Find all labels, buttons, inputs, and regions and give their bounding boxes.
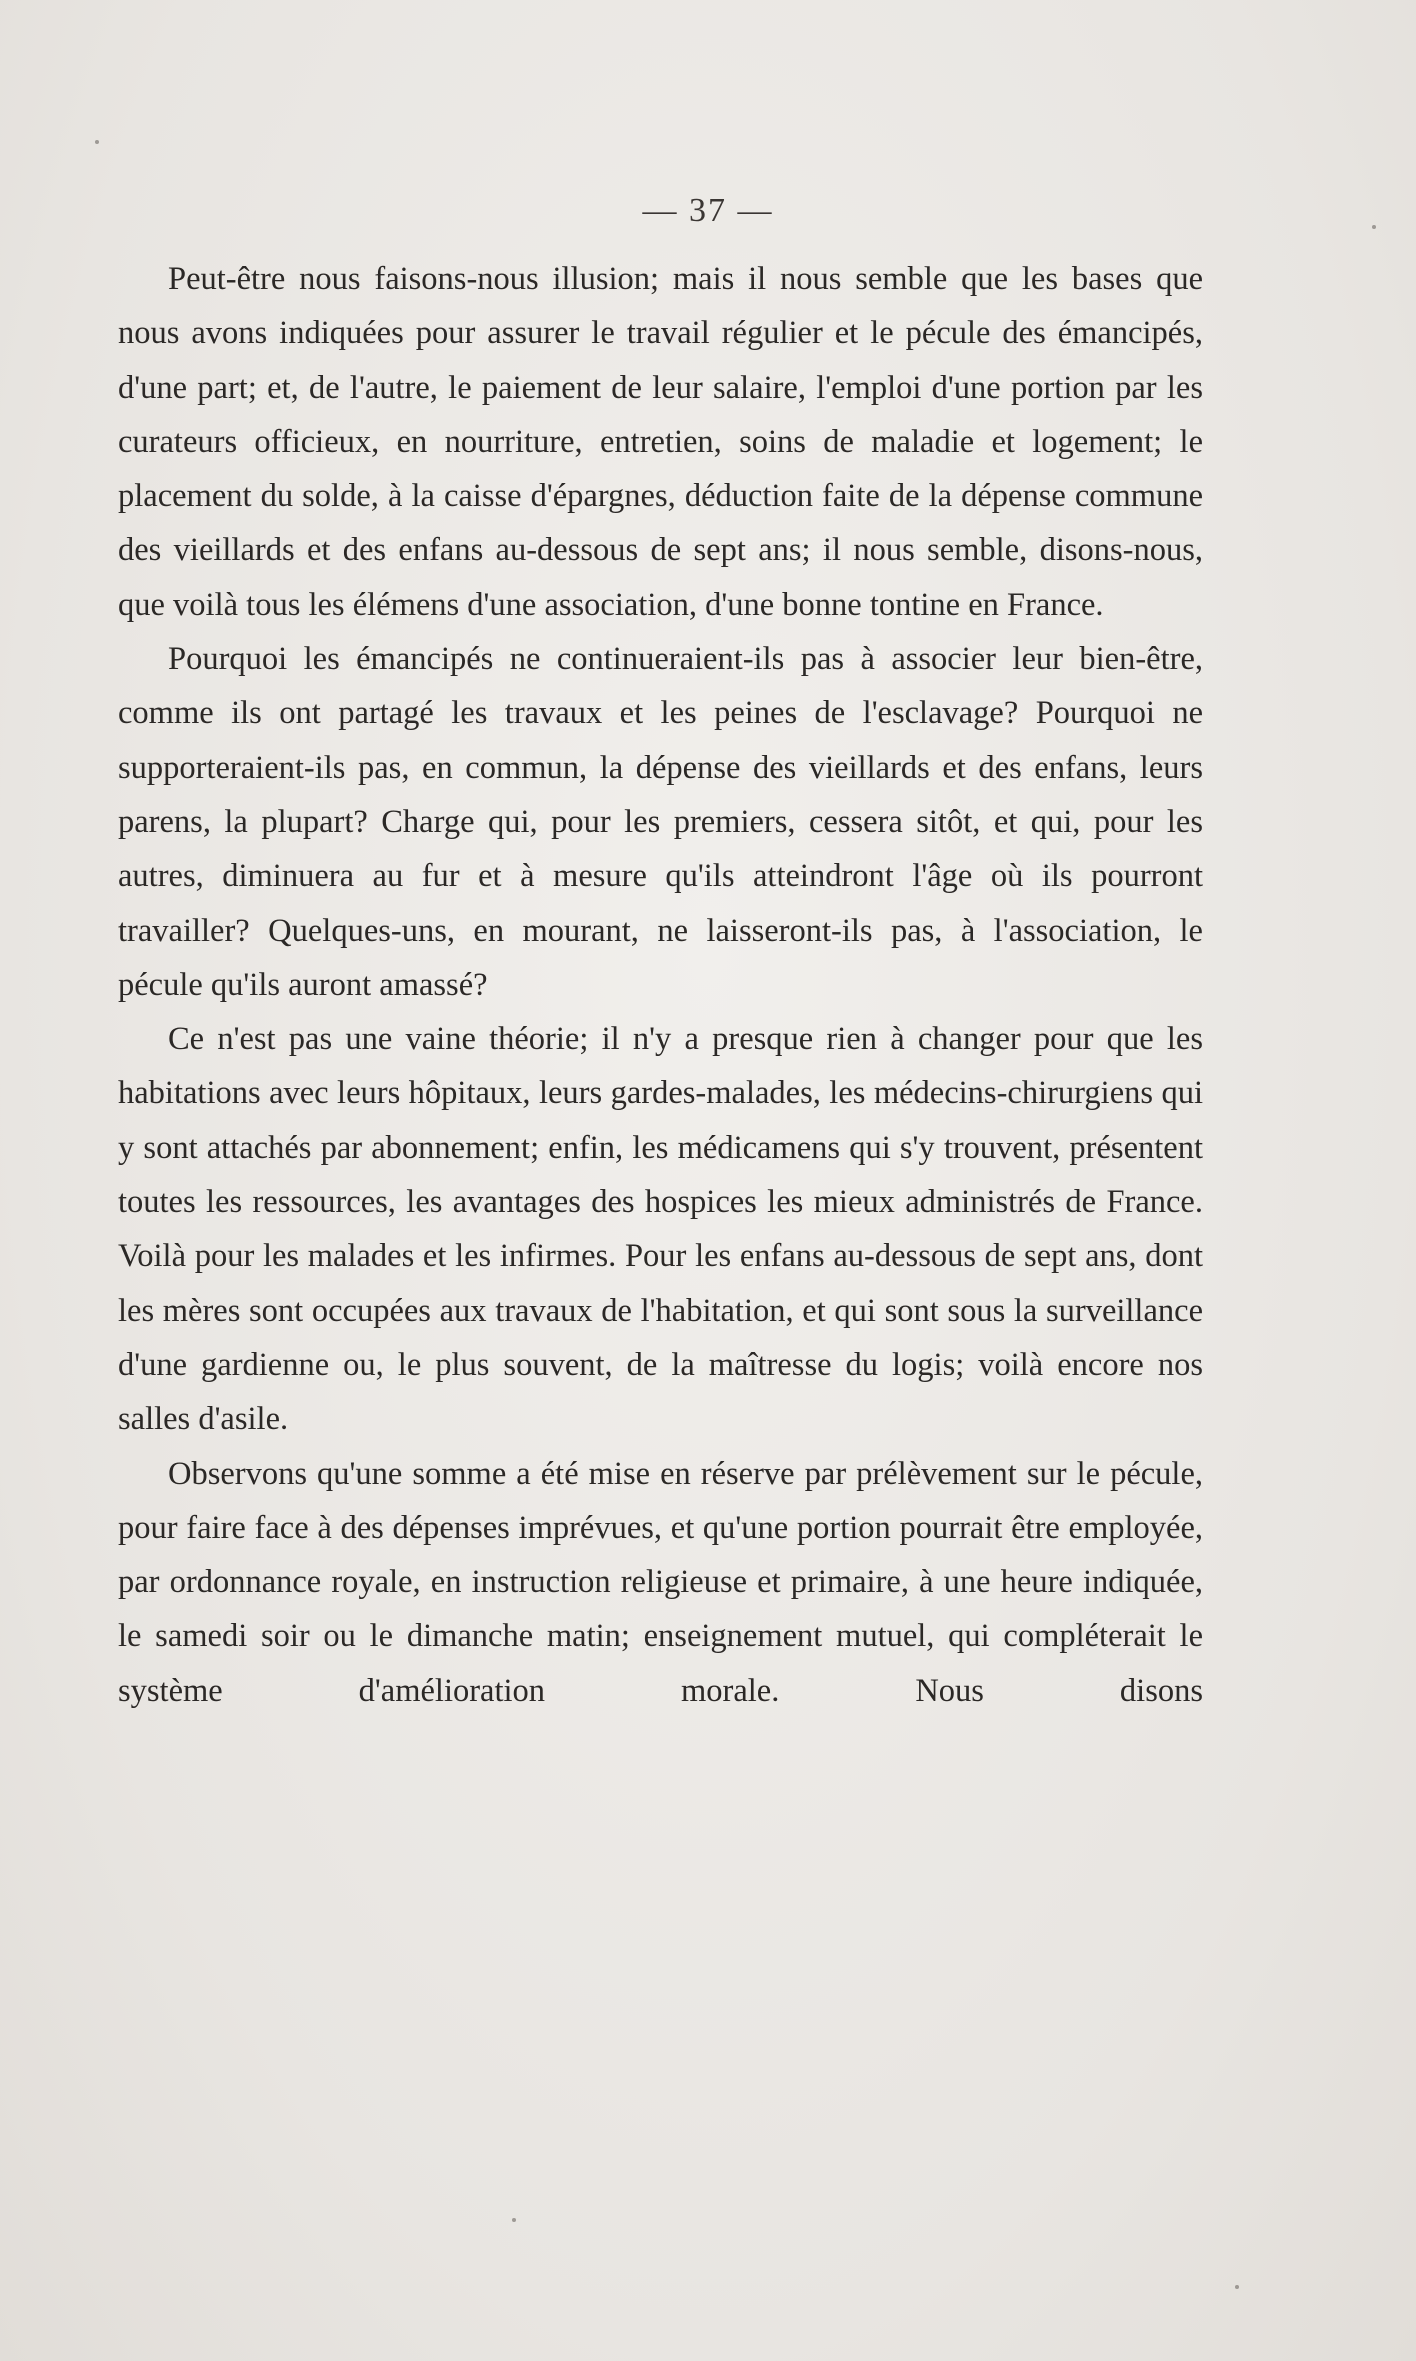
paper-speck (512, 2218, 516, 2222)
paragraph-3: Ce n'est pas une vaine théorie; il n'y a presque rien à changer pour que les habitations avec leurs hôpitaux, leurs gardes-malades, les médecins-chirurgiens qui y sont attachés par abonnement; enfin, les médicamens qui s'y trouvent, présentent toutes les ressources, les avantages des hospices les mieux administrés de France. Voilà pour les malades et les infirmes. Pour les enfans au-dessous de sept ans, dont les mères sont occupées aux travaux de l'habitation, et qui sont sous la surveillance d'une gardienne ou, le plus souvent, de la maîtresse du logis; voilà encore nos salles d'asile. (118, 1021, 1203, 1438)
page-number: — 37 — (642, 192, 774, 229)
paper-speck (1235, 2285, 1239, 2289)
paragraph-2: Pourquoi les émancipés ne continueraient-ils pas à associer leur bien-être, comme ils ont partagé les travaux et les peines de l'esclavage? Pourquoi ne supporteraient-ils pas, en commun, la dépense des vieillards et des enfans, leurs parens, la plupart? Charge qui, pour les premiers, cessera sitôt, et qui, pour les autres, diminuera au fur et à mesure qu'ils atteindront l'âge où ils pourront travailler? Quelques-uns, en mourant, ne laisseront-ils pas, à l'association, le pécule qu'ils auront amassé? (118, 641, 1203, 1003)
paragraph-4: Observons qu'une somme a été mise en réserve par prélèvement sur le pécule, pour faire face à des dépenses imprévues, et qu'une portion pourrait être employée, par ordonnance royale, en instruction religieuse et primaire, à une heure indiquée, le samedi soir ou le dimanche matin; enseignement mutuel, qui compléterait le système d'amélioration morale. Nous disons (118, 1455, 1203, 1709)
paper-speck (95, 140, 99, 144)
paragraph-1: Peut-être nous faisons-nous illusion; mais il nous semble que les bases que nous avons indiquées pour assurer le travail régulier et le pécule des émancipés, d'une part; et, de l'autre, le paiement de leur salaire, l'emploi d'une portion par les curateurs officieux, en nourriture, entretien, soins de maladie et logement; le placement du solde, à la caisse d'épargnes, déduction faite de la dépense commune des vieillards et des enfans au-dessous de sept ans; il nous semble, disons-nous, que voilà tous les élémens d'une association, d'une bonne tontine en France. (118, 261, 1203, 623)
paper-speck (1372, 225, 1376, 229)
body-text (118, 252, 1203, 1718)
